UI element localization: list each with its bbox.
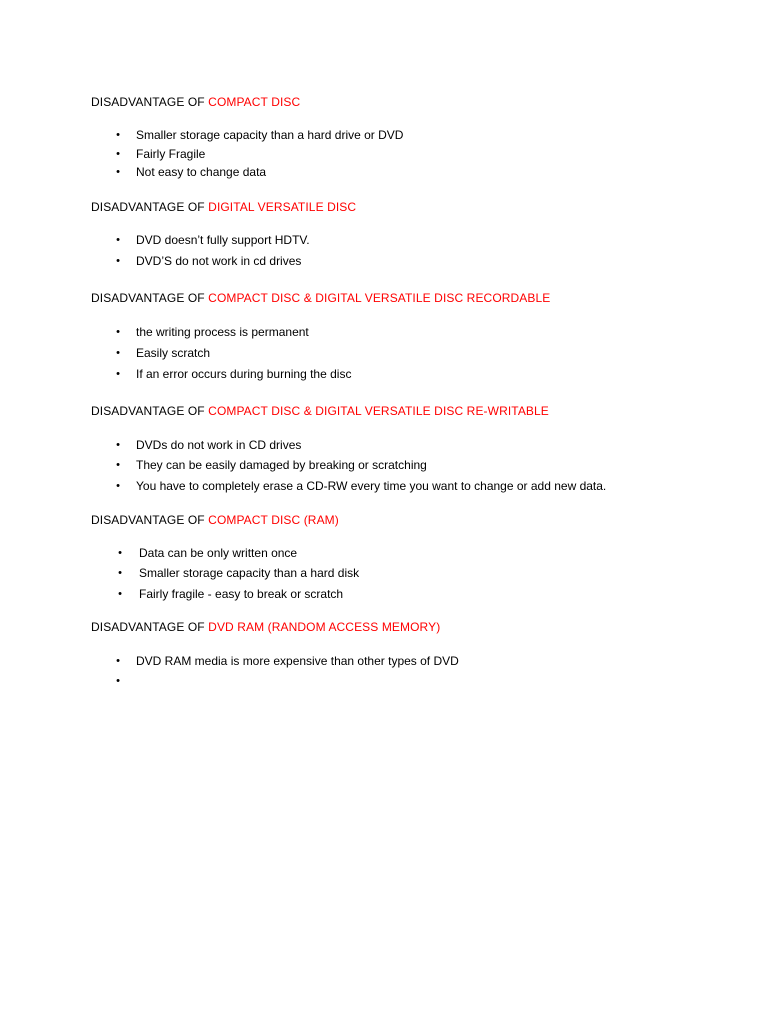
list-item-text: Smaller storage capacity than a hard disk (139, 566, 360, 580)
heading-prefix: DISADVANTAGE OF (91, 513, 209, 527)
section-heading (91, 199, 356, 215)
list-item-text: If an error occurs during burning the disc (136, 367, 352, 381)
section-heading (91, 512, 339, 528)
heading-prefix: DISADVANTAGE OF (91, 95, 209, 109)
bullet-icon: • (116, 234, 120, 246)
list-item-text: DVD’S do not work in cd drives (136, 254, 302, 268)
list-item-text: You have to completely erase a CD-RW every time you want to change or add new data. (136, 479, 607, 493)
heading-accent: COMPACT DISC & DIGITAL VERSATILE DISC RE-WRITABLE (208, 404, 549, 418)
list-item-text: Not easy to change data (136, 165, 267, 179)
heading-accent: COMPACT DISC (208, 95, 301, 109)
list-item-text: Easily scratch (136, 346, 211, 360)
bullet-icon: • (116, 129, 120, 141)
list-item-text: Fairly Fragile (136, 147, 206, 161)
section-heading (91, 290, 550, 306)
section-heading (91, 94, 300, 110)
bullet-icon: • (116, 459, 120, 471)
bullet-icon: • (118, 567, 122, 579)
bullet-icon: • (116, 148, 120, 160)
heading-prefix: DISADVANTAGE OF (91, 291, 209, 305)
heading-accent: DVD RAM (RANDOM ACCESS MEMORY) (208, 620, 441, 634)
list-item-text: DVDs do not work in CD drives (136, 438, 302, 452)
bullet-icon: • (116, 655, 120, 667)
list-item-text: Fairly fragile - easy to break or scratch (139, 587, 344, 601)
heading-accent: DIGITAL VERSATILE DISC (208, 200, 357, 214)
bullet-icon: • (116, 347, 120, 359)
heading-accent: COMPACT DISC & DIGITAL VERSATILE DISC RECORDABLE (208, 291, 551, 305)
bullet-icon: • (118, 547, 122, 559)
bullet-icon: • (116, 166, 120, 178)
bullet-icon: • (116, 675, 120, 687)
bullet-icon: • (116, 480, 120, 492)
list-item-text: DVD doesn’t fully support HDTV. (136, 233, 310, 247)
list-item-text: Data can be only written once (139, 546, 298, 560)
heading-prefix: DISADVANTAGE OF (91, 404, 209, 418)
list-item-text: the writing process is permanent (136, 325, 309, 339)
bullet-icon: • (116, 439, 120, 451)
heading-prefix: DISADVANTAGE OF (91, 620, 209, 634)
list-item-text: Smaller storage capacity than a hard drive or DVD (136, 128, 404, 142)
list-item-text: DVD RAM media is more expensive than other types of DVD (136, 654, 459, 668)
heading-accent: COMPACT DISC (RAM) (208, 513, 339, 527)
heading-prefix: DISADVANTAGE OF (91, 200, 209, 214)
bullet-icon: • (116, 326, 120, 338)
list-item-text: They can be easily damaged by breaking or scratching (136, 458, 427, 472)
bullet-icon: • (116, 255, 120, 267)
bullet-icon: • (116, 368, 120, 380)
section-heading (91, 403, 549, 419)
bullet-icon: • (118, 588, 122, 600)
section-heading (91, 619, 440, 635)
